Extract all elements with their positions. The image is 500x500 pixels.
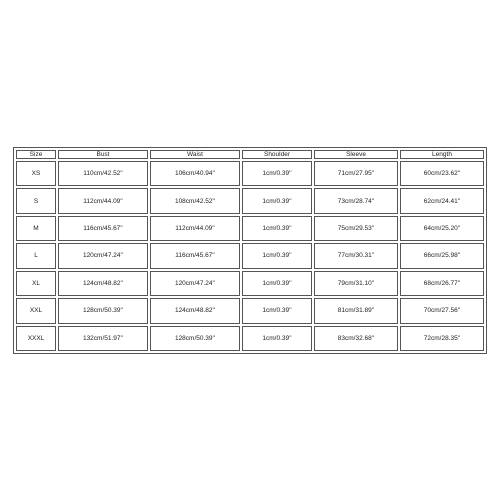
cell-waist: 124cm/48.82''	[150, 298, 240, 323]
cell-sleeve: 75cm/29.53''	[314, 216, 398, 241]
header-waist: Waist	[150, 150, 240, 159]
cell-shoulder: 1cm/0.39''	[242, 243, 312, 268]
cell-length: 72cm/28.35''	[400, 326, 484, 351]
cell-bust: 124cm/48.82''	[58, 271, 148, 296]
cell-waist: 128cm/50.39''	[150, 326, 240, 351]
cell-sleeve: 73cm/28.74''	[314, 188, 398, 213]
cell-length: 60cm/23.62''	[400, 161, 484, 186]
cell-shoulder: 1cm/0.39''	[242, 271, 312, 296]
cell-length: 64cm/25.20''	[400, 216, 484, 241]
cell-waist: 116cm/45.67''	[150, 243, 240, 268]
size-chart-table	[13, 147, 487, 354]
header-length: Length	[400, 150, 484, 159]
table-row	[16, 298, 484, 323]
header-bust: Bust	[58, 150, 148, 159]
cell-shoulder: 1cm/0.39''	[242, 216, 312, 241]
cell-waist: 120cm/47.24''	[150, 271, 240, 296]
cell-bust: 120cm/47.24''	[58, 243, 148, 268]
header-size: Size	[16, 150, 56, 159]
table-row	[16, 188, 484, 213]
cell-bust: 110cm/42.52''	[58, 161, 148, 186]
cell-sleeve: 77cm/30.31''	[314, 243, 398, 268]
header-sleeve: Sleeve	[314, 150, 398, 159]
cell-bust: 116cm/45.67''	[58, 216, 148, 241]
cell-sleeve: 83cm/32.68''	[314, 326, 398, 351]
cell-sleeve: 81cm/31.89''	[314, 298, 398, 323]
cell-length: 70cm/27.56''	[400, 298, 484, 323]
cell-size: L	[16, 243, 56, 268]
cell-shoulder: 1cm/0.39''	[242, 298, 312, 323]
cell-size: M	[16, 216, 56, 241]
table-row	[16, 243, 484, 268]
cell-sleeve: 71cm/27.95''	[314, 161, 398, 186]
table-row	[16, 161, 484, 186]
cell-length: 66cm/25.98''	[400, 243, 484, 268]
cell-shoulder: 1cm/0.39''	[242, 161, 312, 186]
cell-waist: 112cm/44.09''	[150, 216, 240, 241]
cell-length: 62cm/24.41''	[400, 188, 484, 213]
table-row	[16, 326, 484, 351]
header-shoulder: Shoulder	[242, 150, 312, 159]
cell-bust: 128cm/50.39''	[58, 298, 148, 323]
cell-size: XS	[16, 161, 56, 186]
table-row	[16, 271, 484, 296]
cell-size: XXL	[16, 298, 56, 323]
cell-length: 68cm/26.77''	[400, 271, 484, 296]
cell-size: S	[16, 188, 56, 213]
cell-shoulder: 1cm/0.39''	[242, 188, 312, 213]
cell-bust: 112cm/44.09''	[58, 188, 148, 213]
table-row	[16, 216, 484, 241]
cell-bust: 132cm/51.97''	[58, 326, 148, 351]
cell-waist: 106cm/40.94''	[150, 161, 240, 186]
header-row	[16, 150, 484, 159]
cell-waist: 108cm/42.52''	[150, 188, 240, 213]
cell-size: XXXL	[16, 326, 56, 351]
cell-sleeve: 79cm/31.10''	[314, 271, 398, 296]
cell-shoulder: 1cm/0.39''	[242, 326, 312, 351]
cell-size: XL	[16, 271, 56, 296]
